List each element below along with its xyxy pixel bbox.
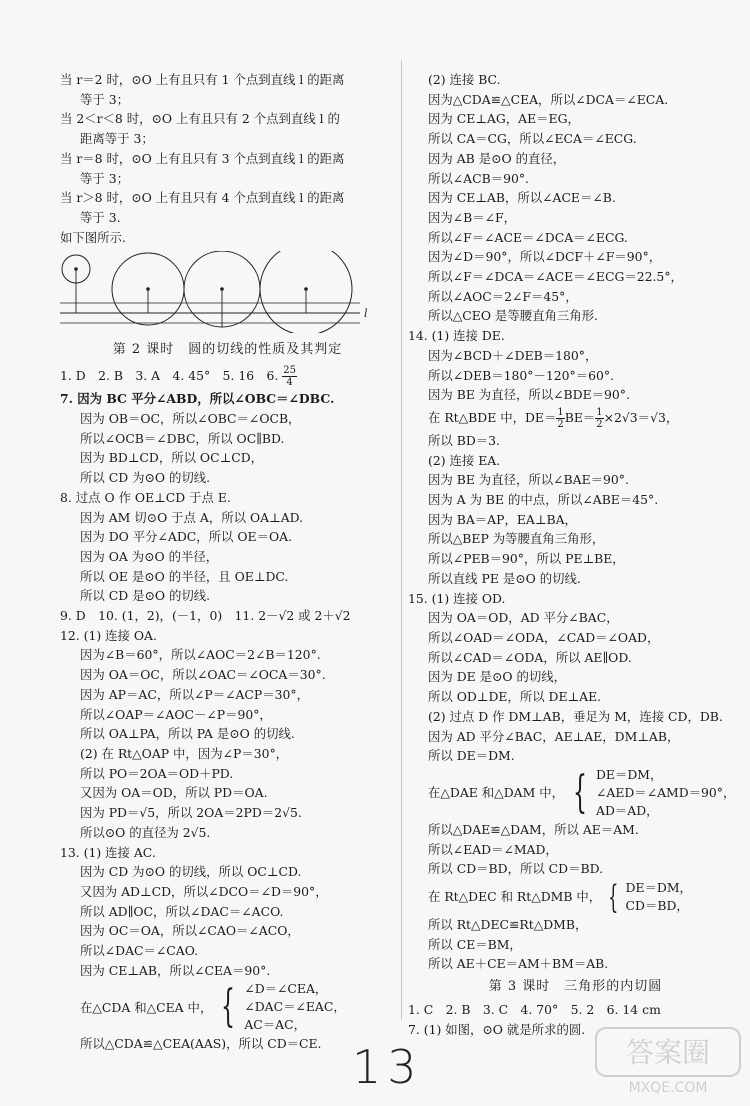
text-line: 所以 Rt△DEC≌Rt△DMB， xyxy=(428,917,588,933)
text-line: 所以 AE＋CE＝AM＋BM＝AB. xyxy=(428,956,609,972)
section-heading-2: 第 2 课时 圆的切线的性质及其判定 xyxy=(112,342,343,358)
answers-9-11: 9. D 10. (1，2)，(－1，0) 11. 2－√2 或 2＋√2 xyxy=(60,608,351,624)
brace-symbol: { xyxy=(573,766,587,818)
text-line: 因为 DE 是⊙O 的切线， xyxy=(428,669,567,685)
text-line: 当 r＝2 时，⊙O 上有且只有 1 个点到直线 l 的距离 xyxy=(60,72,345,87)
text-line: 8. 过点 O 作 OE⊥CD 于点 E. xyxy=(60,489,231,505)
text-line: 所以∠AOC＝2∠F＝45°， xyxy=(428,288,578,304)
text-line: DE＝DM， xyxy=(625,880,692,896)
answers-1-6 xyxy=(60,363,395,389)
text-line: 因为∠B＝60°，所以∠AOC＝2∠B＝120°. xyxy=(80,647,321,663)
answers-3-7: 7. (1) 如图，⊙O 就是所求的圆. xyxy=(408,1021,586,1037)
congruence-system-1 xyxy=(408,766,743,820)
text-segment: 在 Rt△BDE 中，DE＝ xyxy=(428,409,557,425)
congruence-system xyxy=(60,980,395,1034)
text-line: 又因为 AD⊥CD，所以∠DCO＝∠D＝90°， xyxy=(80,883,328,899)
text-line: 所以∠PEB＝90°，所以 PE⊥BE， xyxy=(428,551,625,567)
text-line: 所以∠F＝∠DCA＝∠ACE＝∠ECG＝22.5°， xyxy=(428,269,683,285)
text-line: 因为 DO 平分∠ADC，所以 OE＝OA. xyxy=(80,529,293,545)
text-line: ∠AED＝∠AMD＝90°， xyxy=(596,784,736,800)
text-line: (2) 连接 EA. xyxy=(428,452,501,468)
text-line: 因为∠D＝90°，所以∠DCF＋∠F＝90°， xyxy=(428,249,662,265)
fraction-numerator: 1 xyxy=(557,406,564,418)
question-7 xyxy=(60,389,395,488)
text-line: 所以 CD＝BD，所以 CD＝BD. xyxy=(428,861,604,877)
text-line: 在△CDA 和△CEA 中， xyxy=(80,999,213,1015)
brace-conditions xyxy=(626,879,692,915)
text-line: 在△DAE 和△DAM 中， xyxy=(428,785,564,801)
text-line: 因为 BE 为直径，所以∠BDE＝90°. xyxy=(428,387,630,403)
text-line: 所以△CEO 是等腰直角三角形. xyxy=(428,308,598,324)
column-divider xyxy=(401,60,402,1020)
text-line: 因为 A 为 BE 的中点，所以∠ABE＝45°. xyxy=(428,492,659,508)
text-line: 所以∠DAC＝∠CAO. xyxy=(80,943,199,959)
text-line: 所以∠EAD＝∠MAD， xyxy=(428,841,558,857)
text-line: DE＝DM， xyxy=(596,766,663,782)
text-line: 所以⊙O 的直径为 2√5. xyxy=(80,824,211,840)
text-line: 所以 CE＝BM， xyxy=(428,936,522,952)
text-line: AD＝AD， xyxy=(596,802,659,818)
text-line: 13. (1) 连接 AC. xyxy=(60,844,156,860)
text-line: 又因为 OA＝OD，所以 PD＝OA. xyxy=(80,785,268,801)
right-column xyxy=(408,70,743,1040)
question-13 xyxy=(60,843,395,1055)
fraction-25-4 xyxy=(282,365,297,388)
text-line: 所以 BD＝3. xyxy=(428,432,500,448)
text-line: ∠D＝∠CEA， xyxy=(244,981,328,997)
text-line: 因为 CD 为⊙O 的切线，所以 OC⊥CD. xyxy=(80,864,302,880)
circles-diagram xyxy=(60,251,380,333)
text-line: 因为 CE⊥AB，所以∠ACE＝∠B. xyxy=(428,190,616,206)
text-segment: ×2√3＝√3， xyxy=(603,409,679,425)
text-line: 因为 AB 是⊙O 的直径， xyxy=(428,150,566,166)
text-line: 所以 DE＝DM. xyxy=(428,748,515,764)
fraction-1-2 xyxy=(595,407,603,430)
text-line: 所以 OA⊥PA，所以 PA 是⊙O 的切线. xyxy=(80,726,295,742)
text-line: 因为 CE⊥AG，AE＝EG， xyxy=(428,111,580,127)
text-line: 等于 3. xyxy=(80,209,121,225)
text-line: (2) 连接 BC. xyxy=(428,72,501,87)
text-line: 所以△DAE≌△DAM，所以 AE＝AM. xyxy=(428,821,639,837)
text-line: 因为 AP＝AC，所以∠P＝∠ACP＝30°， xyxy=(80,686,309,702)
text-line: 所以∠ACB＝90°. xyxy=(428,170,529,186)
intro-block xyxy=(60,70,395,247)
congruence-system-2 xyxy=(408,879,743,915)
text-line: 所以∠OAP＝∠AOC－∠P＝90°， xyxy=(80,706,272,722)
left-column xyxy=(60,70,395,1054)
text-line: 所以∠CAD＝∠ODA，所以 AE∥OD. xyxy=(428,649,632,665)
brace-conditions xyxy=(244,980,345,1034)
text-line: 所以∠F＝∠ACE＝∠DCA＝∠ECG. xyxy=(428,229,628,245)
text-line: 因为∠B＝∠F， xyxy=(428,209,517,225)
fraction-numerator: 25 xyxy=(283,365,296,377)
text-line: 因为 OC＝OA，所以∠CAO＝∠ACO， xyxy=(80,923,300,939)
watermark-url: MXQE.COM xyxy=(628,1080,708,1096)
question-8 xyxy=(60,488,395,606)
text-line: 所以 AD∥OC，所以∠DAC＝∠ACO. xyxy=(80,903,284,919)
watermark-logo xyxy=(594,1024,742,1098)
text-line: 因为 OB＝OC，所以∠OBC＝∠OCB， xyxy=(80,411,301,427)
page-number: 13 xyxy=(352,1040,423,1094)
text-line: 14. (1) 连接 DE. xyxy=(408,328,505,344)
text-line: 因为 BD⊥CD，所以 OC⊥CD， xyxy=(80,450,264,466)
text-line: 所以△BEP 为等腰直角三角形， xyxy=(428,531,605,547)
text-line: 因为 OA 为⊙O 的半径， xyxy=(80,548,219,564)
text-line: 因为 BE 为直径，所以∠BAE＝90°. xyxy=(428,472,629,488)
text-line: 所以 CD 是⊙O 的切线. xyxy=(80,588,211,604)
text-line: 当 r＞8 时，⊙O 上有且只有 4 个点到直线 l 的距离 xyxy=(60,190,345,206)
text-line: 所以直线 PE 是⊙O 的切线. xyxy=(428,570,581,586)
text-line: 所以∠DEB＝180°－120°＝60°. xyxy=(428,367,615,383)
brace-conditions xyxy=(596,766,735,820)
fraction-1-2 xyxy=(556,407,564,430)
brace-symbol: { xyxy=(608,878,619,917)
text-line: 等于 3； xyxy=(80,91,129,107)
text-line: (2) 过点 D 作 DM⊥AB，垂足为 M，连接 CD，DB. xyxy=(428,708,723,724)
watermark-text: 答案圈 xyxy=(625,1036,711,1069)
fraction-denominator: 2 xyxy=(557,418,564,430)
rt-triangle-line xyxy=(408,405,743,431)
text-line: 当 r＝8 时，⊙O 上有且只有 3 个点到直线 l 的距离 xyxy=(60,150,345,166)
section-heading-3: 第 3 课时 三角形的内切圆 xyxy=(488,979,663,995)
text-line: 因为∠BCD＋∠DEB＝180°， xyxy=(428,347,598,363)
text-line: 所以∠OAD＝∠ODA，∠CAD＝∠OAD， xyxy=(428,629,660,645)
question-14 xyxy=(408,326,743,588)
text-line: 所以 CD 为⊙O 的切线. xyxy=(80,470,211,486)
text-line: 因为 AM 切⊙O 于点 A，所以 OA⊥AD. xyxy=(80,509,304,525)
text-line: (2) 在 Rt△OAP 中，因为∠P＝30°， xyxy=(80,745,289,761)
text-segment: BE＝ xyxy=(564,409,596,425)
text-line: 等于 3； xyxy=(80,170,129,186)
question-13-part-2 xyxy=(408,70,743,326)
fraction-denominator: 2 xyxy=(596,418,603,430)
text-line: CD＝BD， xyxy=(625,898,689,914)
fraction-numerator: 1 xyxy=(596,406,603,418)
text-line: 因为 CE⊥AB，所以∠CEA＝90°. xyxy=(80,962,271,978)
text-line: 距离等于 3； xyxy=(80,131,154,147)
text-line: 所以∠OCB＝∠DBC，所以 OC∥BD. xyxy=(80,430,285,446)
text-line: 在 Rt△DEC 和 Rt△DMB 中， xyxy=(428,889,602,905)
question-15 xyxy=(408,589,743,975)
text-line: 当 2＜r＜8 时，⊙O 上有且只有 2 个点到直线 l 的 xyxy=(60,111,340,127)
text-line: 因为 AD 平分∠BAC，AE⊥AE，DM⊥AB， xyxy=(428,728,680,744)
brace-symbol: { xyxy=(221,981,236,1033)
text-line: 所以 PO＝2OA＝OD＋PD. xyxy=(80,765,234,781)
text-line: 因为 PD＝√5，所以 2OA＝2PD＝2√5. xyxy=(80,805,302,821)
text-line: AC＝AC， xyxy=(244,1017,306,1033)
fraction-denominator: 4 xyxy=(286,377,293,389)
text-line: 7. 因为 BC 平分∠ABD，所以∠OBC＝∠DBC. xyxy=(60,391,335,407)
text-line: ∠DAC＝∠EAC， xyxy=(244,999,346,1015)
text-line: 因为 BA＝AP，EA⊥BA， xyxy=(428,511,577,527)
figure-label-l: l xyxy=(364,307,368,321)
text-line: 所以△CDA≌△CEA(AAS)，所以 CD＝CE. xyxy=(80,1036,322,1052)
text-line: 所以 OE 是⊙O 的半径，且 OE⊥DC. xyxy=(80,568,289,584)
text-line: 因为 OA＝OD，AD 平分∠BAC， xyxy=(428,610,619,626)
question-12 xyxy=(60,626,395,843)
answers-text: 1. D 2. B 3. A 4. 45° 5. 16 6. xyxy=(60,368,279,384)
text-line: 15. (1) 连接 OD. xyxy=(408,590,506,606)
text-line: 因为△CDA≌△CEA，所以∠DCA＝∠ECA. xyxy=(428,91,669,107)
text-line: 12. (1) 连接 OA. xyxy=(60,627,157,643)
text-line: 因为 OA＝OC，所以∠OAC＝∠OCA＝30°. xyxy=(80,667,326,683)
circles-figure xyxy=(60,251,395,333)
text-line: 如下图所示. xyxy=(60,229,126,245)
answers-3-1-6: 1. C 2. B 3. C 4. 70° 5. 2 6. 14 cm xyxy=(408,1002,661,1018)
text-line: 所以 OD⊥DE，所以 DE⊥AE. xyxy=(428,689,602,705)
text-line: 所以 CA＝CG，所以∠ECA＝∠ECG. xyxy=(428,131,637,147)
